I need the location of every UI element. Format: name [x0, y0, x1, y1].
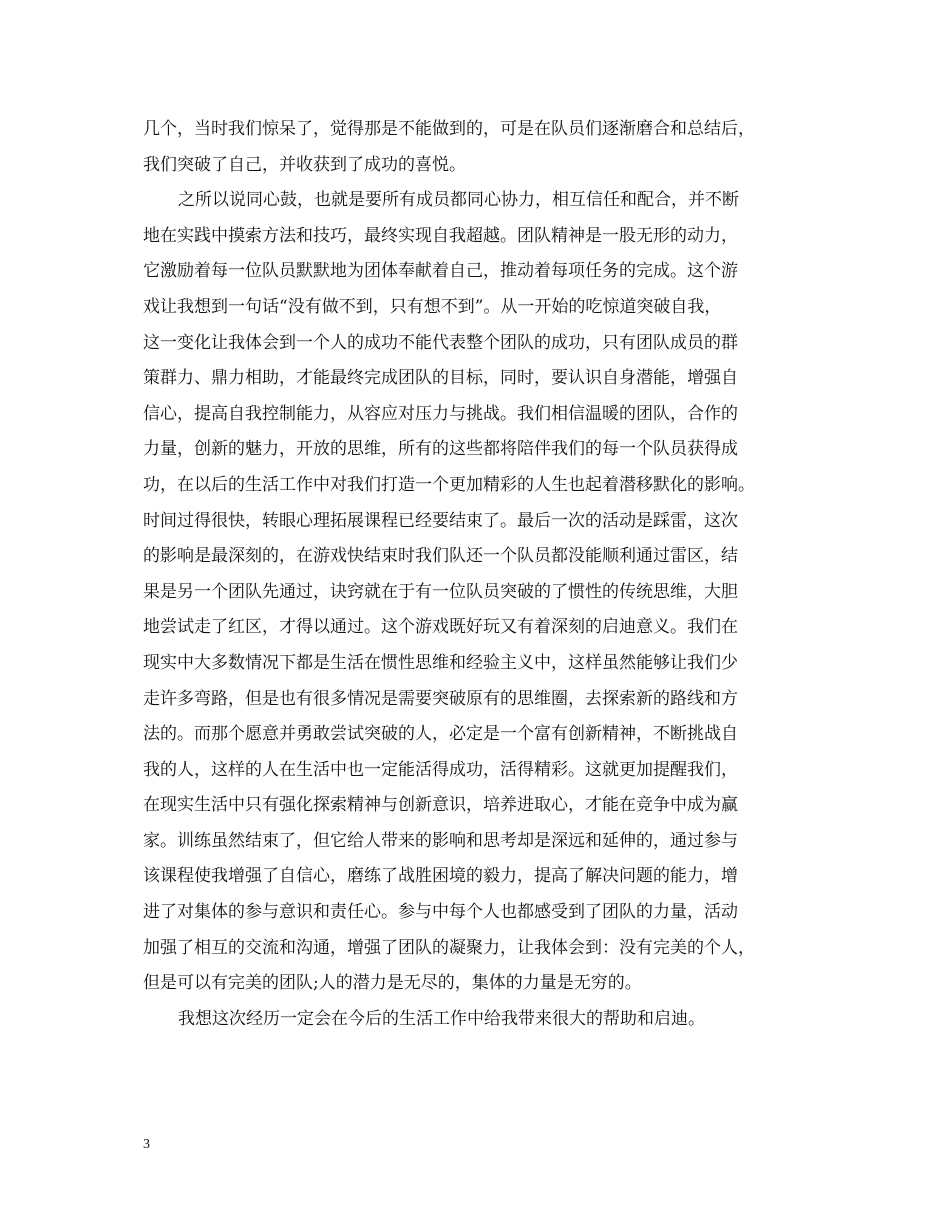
- text-line: 的影响是最深刻的，在游戏快结束时我们队还一个队员都没能顺利通过雷区，结: [143, 546, 738, 567]
- text-line: 但是可以有完美的团队;人的潜力是无尽的，集体的力量是无穷的。: [143, 973, 642, 994]
- text-line: 力量，创新的魅力，开放的思维，所有的这些都将陪伴我们的每一个队员获得成: [143, 439, 738, 460]
- text-line: 之所以说同心鼓，也就是要所有成员都同心协力，相互信任和配合，并不断: [178, 190, 739, 211]
- text-line: 我的人，这样的人在生活中也一定能活得成功，活得精彩。这就更加提醒我们，: [143, 759, 738, 780]
- text-line: 它激励着每一位队员默默地为团体奉献着自己，推动着每项任务的完成。这个游: [143, 261, 738, 282]
- text-line: 戏让我想到一句话“没有做不到，只有想不到”。从一开始的吃惊道突破自我，: [143, 296, 722, 317]
- text-line: 家。训练虽然结束了，但它给人带来的影响和思考却是深远和延伸的，通过参与: [143, 830, 738, 851]
- text-line: 地在实践中摸索方法和技巧，最终实现自我超越。团队精神是一股无形的动力，: [143, 225, 738, 246]
- text-line: 进了对集体的参与意识和责任心。参与中每个人也都感受到了团队的力量，活动: [143, 902, 738, 923]
- text-line: 该课程使我增强了自信心，磨练了战胜困境的毅力，提高了解决问题的能力，增: [143, 866, 738, 887]
- text-line: 加强了相互的交流和沟通，增强了团队的凝聚力，让我体会到：没有完美的个人，: [143, 937, 755, 958]
- text-line: 信心，提高自我控制能力，从容应对压力与挑战。我们相信温暖的团队，合作的: [143, 403, 738, 424]
- text-line: 现实中大多数情况下都是生活在惯性思维和经验主义中，这样虽然能够让我们少: [143, 652, 738, 673]
- text-line: 走许多弯路，但是也有很多情况是需要突破原有的思维圈，去探索新的路线和方: [143, 688, 738, 709]
- text-line: 这一变化让我体会到一个人的成功不能代表整个团队的成功，只有团队成员的群: [143, 332, 738, 353]
- text-line: 我们突破了自己，并收获到了成功的喜悦。: [143, 154, 466, 175]
- page-number: 3: [143, 1137, 150, 1152]
- text-line: 在现实生活中只有强化探索精神与创新意识，培养进取心，才能在竞争中成为赢: [143, 795, 738, 816]
- text-line: 策群力、鼎力相助，才能最终完成团队的目标，同时，要认识自身潜能，增强自: [143, 368, 738, 389]
- text-line: 我想这次经历一定会在今后的生活工作中给我带来很大的帮助和启迪。: [178, 1008, 705, 1029]
- text-line: 果是另一个团队先通过，诀窍就在于有一位队员突破的了惯性的传统思维，大胆: [143, 581, 738, 602]
- text-line: 时间过得很快，转眼心理拓展课程已经要结束了。最后一次的活动是踩雷，这次: [143, 510, 738, 531]
- text-line: 地尝试走了红区，才得以通过。这个游戏既好玩又有着深刻的启迪意义。我们在: [143, 617, 738, 638]
- body-text: [143, 112, 823, 1037]
- text-line: 几个，当时我们惊呆了，觉得那是不能做到的，可是在队员们逐渐磨合和总结后，: [143, 119, 755, 139]
- text-line: 法的。而那个愿意并勇敢尝试突破的人，必定是一个富有创新精神，不断挑战自: [143, 724, 738, 745]
- text-line: 功，在以后的生活工作中对我们打造一个更加精彩的人生也起着潜移默化的影响。: [143, 474, 755, 495]
